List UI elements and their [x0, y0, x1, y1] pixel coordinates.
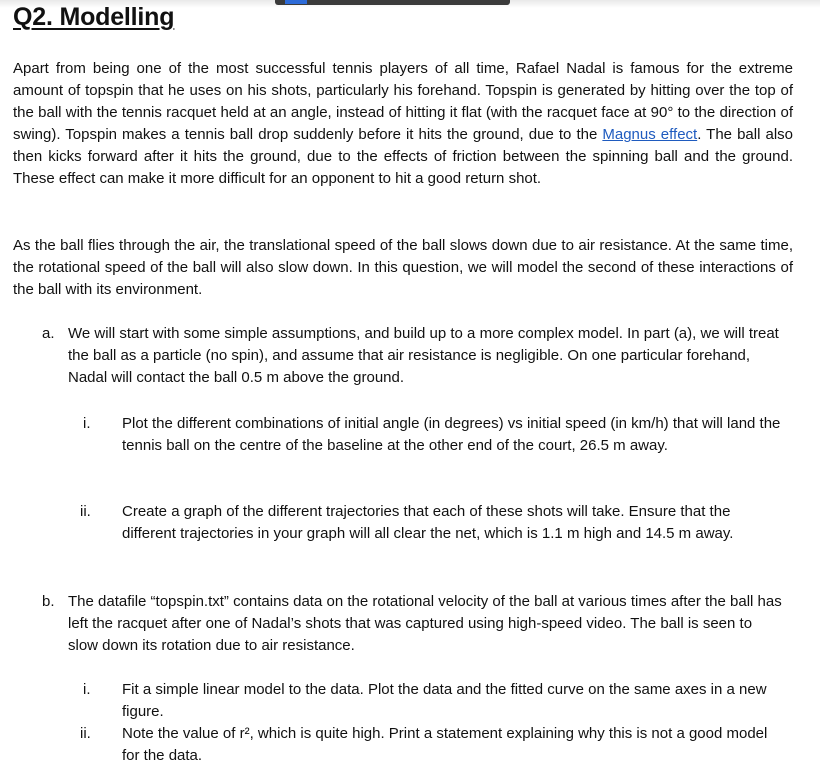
context-paragraph: As the ball flies through the air, the translational speed of the ball slows down due to air resistance. At the same time, the rotational speed of the ball will also slow down. In this question, we will model the second of these interactions of the ball with its environment.: [13, 237, 793, 298]
part-a-i-text: Plot the different combinations of initial angle (in degrees) vs initial speed (in km/h) that will land the tennis ball on the centre of the baseline at the other end of the court, 26.5 m away.: [122, 415, 781, 454]
page-title: Q2. Modelling: [13, 3, 175, 31]
part-b-i-text: Fit a simple linear model to the data. Plot the data and the fitted curve on the same axes in a new figure.: [122, 681, 767, 720]
part-b-text: The datafile “topspin.txt” contains data on the rotational velocity of the ball at various times after the ball has left the racquet after one of Nadal’s shots that was captured using high-speed video. The ball is seen to slow down its rotation due to air resistance.: [68, 593, 782, 654]
part-a-label: a.: [42, 325, 55, 342]
intro-text-end: . The ball also then kicks forward after it hits the ground, due to the effects of friction between the spinning ball and the ground. These effect can make it more difficult for an opponent to hit a good return shot.: [13, 126, 793, 187]
part-a-ii-label: ii.: [80, 503, 91, 520]
part-a-i-label: i.: [83, 415, 91, 432]
part-b-i-label: i.: [83, 681, 91, 698]
part-b-ii-text: Note the value of r², which is quite high. Print a statement explaining why this is not a good model for the data.: [122, 725, 768, 764]
toolbar-accent: [285, 0, 307, 4]
part-a-ii-text: Create a graph of the different trajectories that each of these shots will take. Ensure that the different trajectories in your graph will all clear the net, which is 1.1 m high and 14.5 m away.: [122, 503, 734, 542]
toolbar-strip: [275, 0, 510, 5]
magnus-effect-link[interactable]: Magnus effect: [602, 126, 698, 143]
part-b-ii-label: ii.: [80, 725, 91, 742]
part-a-text: We will start with some simple assumptions, and build up to a more complex model. In part (a), we will treat the ball as a particle (no spin), and assume that air resistance is negligible. On one particular forehand, Nadal will contact the ball 0.5 m above the ground.: [68, 325, 779, 386]
part-b-label: b.: [42, 593, 55, 610]
intro-text-start: Apart from being one of the most successful tennis players of all time, Rafael Nadal is famous for the extreme amount of topspin that he uses on his shots, particularly his forehand. Topspin is generated by hitting over the top of the ball with the tennis racquet held at an angle, instead of hitting it flat (with the racquet face at 90° to the direction of swing). Topspin makes a tennis ball drop suddenly before it hits the ground, due to the: [13, 60, 793, 143]
intro-paragraph: [13, 58, 793, 190]
